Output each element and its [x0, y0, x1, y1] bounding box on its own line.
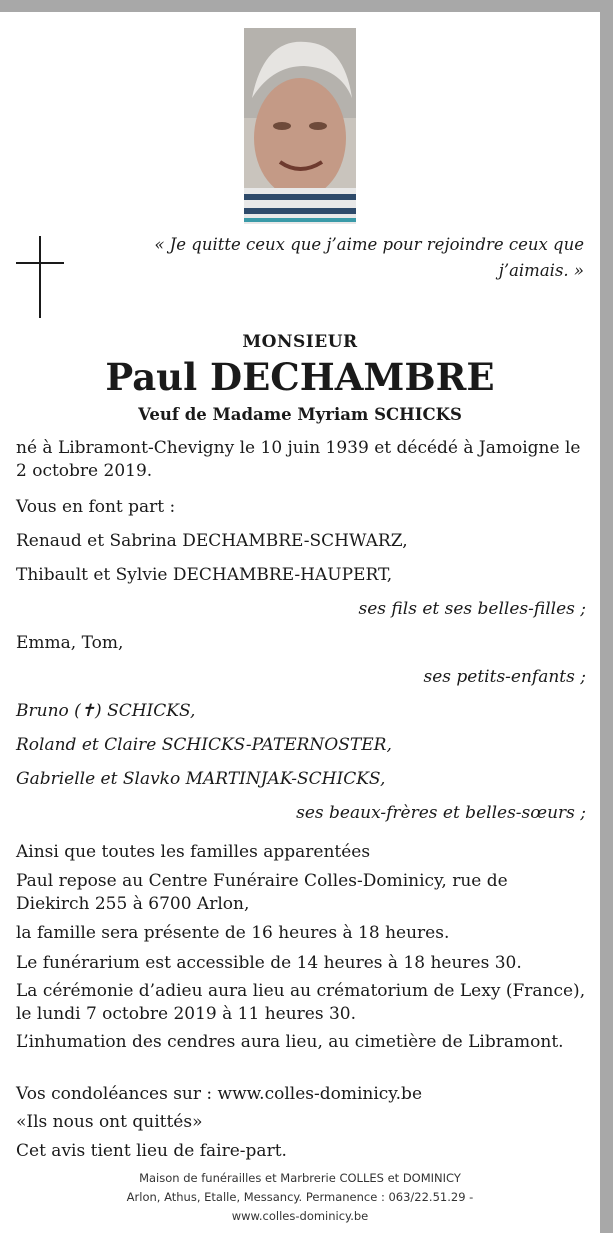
footer-line-2: Arlon, Athus, Etalle, Messancy. Permanence : 063/22.51.29 - [126, 1190, 474, 1204]
spouse-line: Veuf de Madame Myriam SCHICKS [138, 405, 462, 424]
portrait-photo-image [244, 28, 356, 224]
funerarium-hours-line: Le funérarium est accessible de 14 heures à 18 heures 30. [16, 953, 522, 973]
family-line-inlaw-3: Gabrielle et Slavko MARTINJAK-SCHICKS, [16, 769, 386, 789]
footer-line-3: www.colles-dominicy.be [231, 1209, 369, 1223]
cross-icon [16, 236, 64, 318]
departed-line: «Ils nous ont quittés» [16, 1112, 203, 1132]
ceremony-line: La cérémonie d’adieu aura lieu au crématorium de Lexy (France), le lundi 7 octobre 2019 à 11 heures 30. [16, 981, 586, 1024]
rests-line: Paul repose au Centre Funéraire Colles-Dominicy, rue de Diekirch 255 à 6700 Arlon, [16, 871, 508, 914]
funeral-home-footer [0, 1169, 600, 1226]
family-line-son-2: Thibault et Sylvie DECHAMBRE-HAUPERT, [16, 565, 393, 585]
families-line: Ainsi que toutes les familles apparentées [16, 842, 371, 862]
obituary-notice [0, 12, 600, 1233]
portrait-photo [244, 28, 356, 224]
relation-label-inlaws: ses beaux-frères et belles-sœurs ; [296, 803, 586, 823]
relation-label-grandchildren: ses petits-enfants ; [423, 667, 586, 687]
family-line-son-1: Renaud et Sabrina DECHAMBRE-SCHWARZ, [16, 531, 408, 551]
condolences-line: Vos condoléances sur : www.colles-dominicy.be [16, 1084, 422, 1104]
family-line-grandchildren: Emma, Tom, [16, 633, 124, 653]
announcement-line: Vous en font part : [16, 497, 176, 517]
family-line-inlaw-2: Roland et Claire SCHICKS-PATERNOSTER, [16, 735, 392, 755]
relation-label-sons: ses fils et ses belles-filles ; [358, 599, 586, 619]
footer-line-1: Maison de funérailles et Marbrerie COLLES et DOMINICY [139, 1171, 461, 1185]
birth-death-line: né à Libramont-Chevigny le 10 juin 1939 et décédé à Jamoigne le 2 octobre 2019. [16, 438, 581, 481]
notice-line: Cet avis tient lieu de faire-part. [16, 1141, 287, 1161]
family-line-inlaw-1: Bruno (✝) SCHICKS, [16, 701, 196, 721]
epitaph-quote: « Je quitte ceux que j’aime pour rejoindre ceux que j’aimais. » [154, 235, 584, 280]
inhumation-line: L’inhumation des cendres aura lieu, au cimetière de Libramont. [16, 1032, 564, 1052]
deceased-name: Paul DECHAMBRE [105, 355, 495, 399]
honorific: MONSIEUR [242, 332, 358, 352]
family-presence-line: la famille sera présente de 16 heures à 18 heures. [16, 923, 450, 943]
